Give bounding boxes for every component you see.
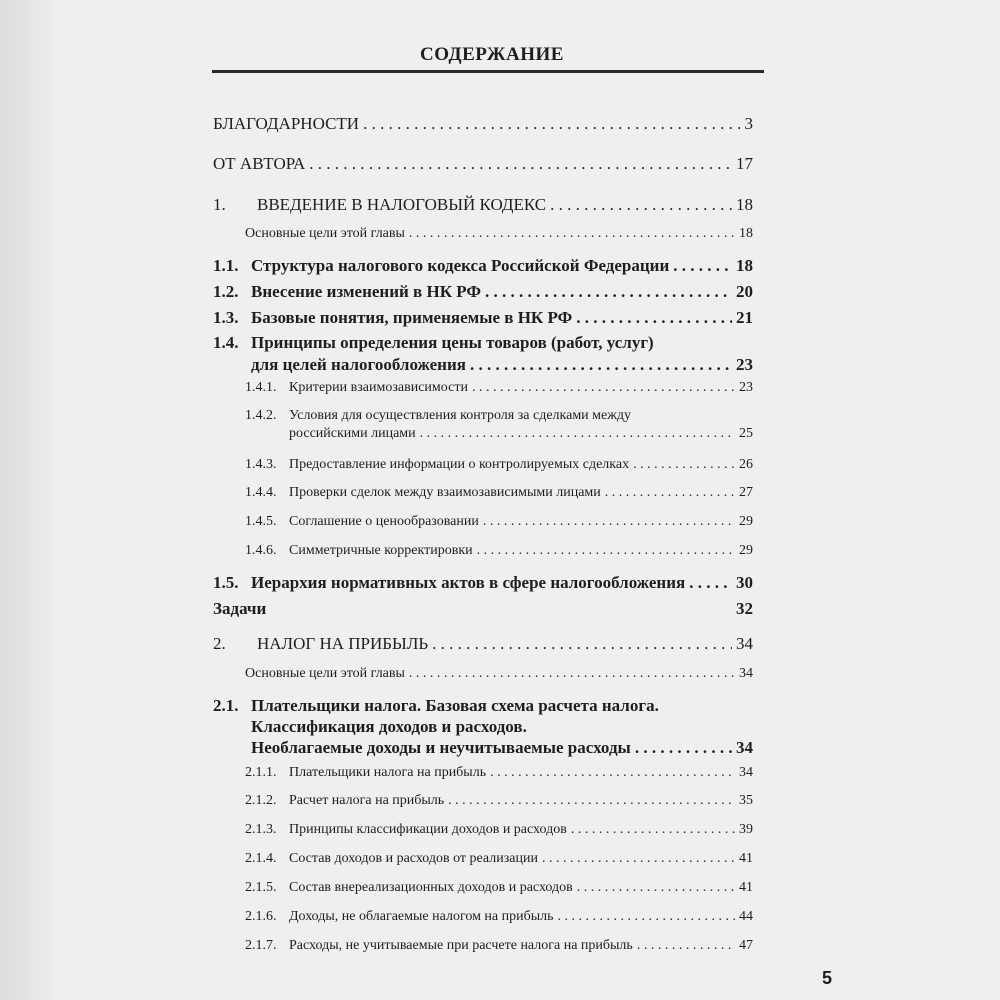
toc-entry-page: 18 [739, 226, 753, 241]
toc-entry-title-line2: российскими лицами [289, 426, 416, 441]
toc-subsection-1-4-5[interactable] [245, 514, 753, 530]
toc-entry-title: Основные цели этой главы [245, 226, 405, 241]
toc-entry-number: 2.1.6. [245, 909, 277, 924]
page-gutter-shadow [0, 0, 60, 1000]
toc-subsection-2-1-5[interactable] [245, 880, 753, 896]
toc-entry-page: 39 [739, 822, 753, 837]
toc-subsection-1-4-1[interactable] [245, 380, 753, 396]
toc-entry-title: Критерии взаимозависимости [289, 380, 468, 395]
toc-entry-number: 2.1.3. [245, 822, 277, 837]
toc-entry-page: 47 [739, 938, 753, 953]
toc-entry-title: Соглашение о ценообразовании [289, 514, 479, 529]
toc-entry-number: 2. [213, 634, 226, 653]
toc-entry-chapter-2-goals[interactable] [245, 666, 753, 682]
toc-entry-page: 21 [736, 308, 753, 327]
toc-subsection-1-4-4[interactable] [245, 485, 753, 501]
toc-entry-title: Плательщики налога на прибыль [289, 765, 487, 780]
toc-entry-number: 1.2. [213, 282, 239, 301]
toc-entry-title-line1: Условия для осуществления контроля за сделками между [289, 408, 632, 423]
toc-entry-page: 34 [736, 634, 753, 653]
toc-entry-number: 2.1.4. [245, 851, 277, 866]
toc-entry-page: 18 [736, 195, 753, 214]
toc-entry-number: 2.1.2. [245, 793, 277, 808]
toc-section-1-4[interactable] [213, 333, 753, 375]
toc-entry-page: 23 [736, 355, 753, 374]
toc-entry-title-line1: Плательщики налога. Базовая схема расчета налога. [251, 696, 659, 715]
toc-section-1-1[interactable] [213, 256, 753, 276]
toc-entry-title: Проверки сделок между взаимозависимыми лицами [289, 485, 601, 500]
toc-entry-page: 23 [739, 380, 753, 395]
toc-entry-page: 29 [739, 543, 753, 558]
toc-entry-number: 2.1. [213, 696, 239, 715]
toc-entry-title: БЛАГОДАРНОСТИ [213, 114, 360, 133]
toc-entry-title: НАЛОГ НА ПРИБЫЛЬ [257, 634, 429, 653]
toc-subsection-2-1-3[interactable] [245, 822, 753, 838]
toc-subsection-1-4-6[interactable] [245, 543, 753, 559]
toc-entry-page: 25 [739, 426, 753, 441]
toc-entry-title: Внесение изменений в НК РФ [251, 282, 481, 301]
toc-entry-title-line3: Необлагаемые доходы и неучитываемые расходы [251, 738, 631, 757]
toc-entry-title-line2: для целей налогообложения [251, 355, 466, 374]
page-number: 5 [822, 968, 833, 988]
toc-entry-from-author[interactable] [213, 154, 753, 174]
toc-entry-title: Базовые понятия, применяемые в НК РФ [251, 308, 573, 327]
toc-section-1-5[interactable] [213, 573, 753, 593]
toc-chapter-1[interactable] [213, 195, 753, 215]
toc-entry-number: 1.4.5. [245, 514, 277, 529]
toc-entry-page: 26 [739, 457, 753, 472]
toc-entry-page: 17 [736, 154, 753, 173]
toc-entry-acknowledgements[interactable] [213, 114, 753, 134]
toc-entry-page: 20 [736, 282, 753, 301]
toc-entry-number: 1.4.6. [245, 543, 277, 558]
toc-entry-page: 41 [739, 851, 753, 866]
toc-entry-number: 2.1.5. [245, 880, 277, 895]
toc-subsection-2-1-6[interactable] [245, 909, 753, 925]
toc-entry-page: 18 [736, 256, 753, 275]
toc-entry-title: Задачи [213, 599, 267, 618]
toc-subsection-1-4-2[interactable] [245, 408, 753, 442]
toc-entry-title: Состав внереализационных доходов и расходов [289, 880, 573, 895]
toc-entry-page: 3 [744, 114, 753, 133]
toc-entry-page: 30 [736, 573, 753, 592]
toc-entry-number: 1.4.1. [245, 380, 277, 395]
toc-entry-title: Расчет налога на прибыль [289, 793, 445, 808]
toc-entry-title: Расходы, не учитываемые при расчете налога на прибыль [289, 938, 633, 953]
page-title: СОДЕРЖАНИЕ [420, 44, 564, 65]
toc-chapter-2[interactable] [213, 634, 753, 654]
toc-entry-title: ВВЕДЕНИЕ В НАЛОГОВЫЙ КОДЕКС [257, 195, 547, 214]
toc-entry-page: 32 [736, 599, 753, 618]
toc-entry-page: 34 [739, 765, 753, 780]
toc-entry-number: 2.1.1. [245, 765, 277, 780]
toc-subsection-2-1-1[interactable] [245, 765, 753, 781]
toc-entry-page: 35 [739, 793, 753, 808]
toc-entry-title-line2: Классификация доходов и расходов. [251, 717, 527, 736]
toc-entry-number: 1.4.2. [245, 408, 277, 423]
toc-entry-title: Основные цели этой главы [245, 666, 405, 681]
toc-entry-number: 1.4.4. [245, 485, 277, 500]
toc-entry-page: 34 [736, 738, 753, 757]
toc-entry-page: 29 [739, 514, 753, 529]
toc-section-2-1[interactable] [213, 695, 753, 758]
toc-subsection-2-1-2[interactable] [245, 793, 753, 809]
toc-entry-page: 27 [739, 485, 753, 500]
toc-section-1-2[interactable] [213, 282, 753, 302]
toc-entry-chapter-1-goals[interactable] [245, 226, 753, 242]
toc-section-1-3[interactable] [213, 308, 753, 328]
title-rule [212, 70, 764, 73]
toc-entry-page: 41 [739, 880, 753, 895]
toc-subsection-1-4-3[interactable] [245, 457, 753, 473]
toc-entry-number: 1.3. [213, 308, 239, 327]
toc-entry-title: Состав доходов и расходов от реализации [289, 851, 538, 866]
toc-entry-title: Симметричные корректировки [289, 543, 473, 558]
toc-entry-number: 2.1.7. [245, 938, 277, 953]
toc-entry-number: 1. [213, 195, 226, 214]
toc-entry-number: 1.5. [213, 573, 239, 592]
toc-subsection-2-1-7[interactable] [245, 938, 753, 954]
toc-entry-page: 34 [739, 666, 753, 681]
toc-entry-title: Принципы классификации доходов и расходов [289, 822, 567, 837]
toc-subsection-2-1-4[interactable] [245, 851, 753, 867]
toc-entry-page: 44 [739, 909, 753, 924]
toc-entry-tasks[interactable] [213, 599, 753, 619]
toc-entry-title: ОТ АВТОРА [213, 154, 306, 173]
toc-entry-title: Предоставление информации о контролируемых сделках [289, 457, 630, 472]
toc-entry-title-line1: Принципы определения цены товаров (работ, услуг) [251, 333, 654, 352]
toc-entry-title: Доходы, не облагаемые налогом на прибыль [289, 909, 554, 924]
toc-entry-title: Структура налогового кодекса Российской Федерации [251, 256, 670, 275]
toc-entry-number: 1.4. [213, 333, 239, 352]
toc-entry-number: 1.4.3. [245, 457, 277, 472]
toc-entry-number: 1.1. [213, 256, 239, 275]
toc-entry-title: Иерархия нормативных актов в сфере налогообложения [251, 573, 686, 592]
